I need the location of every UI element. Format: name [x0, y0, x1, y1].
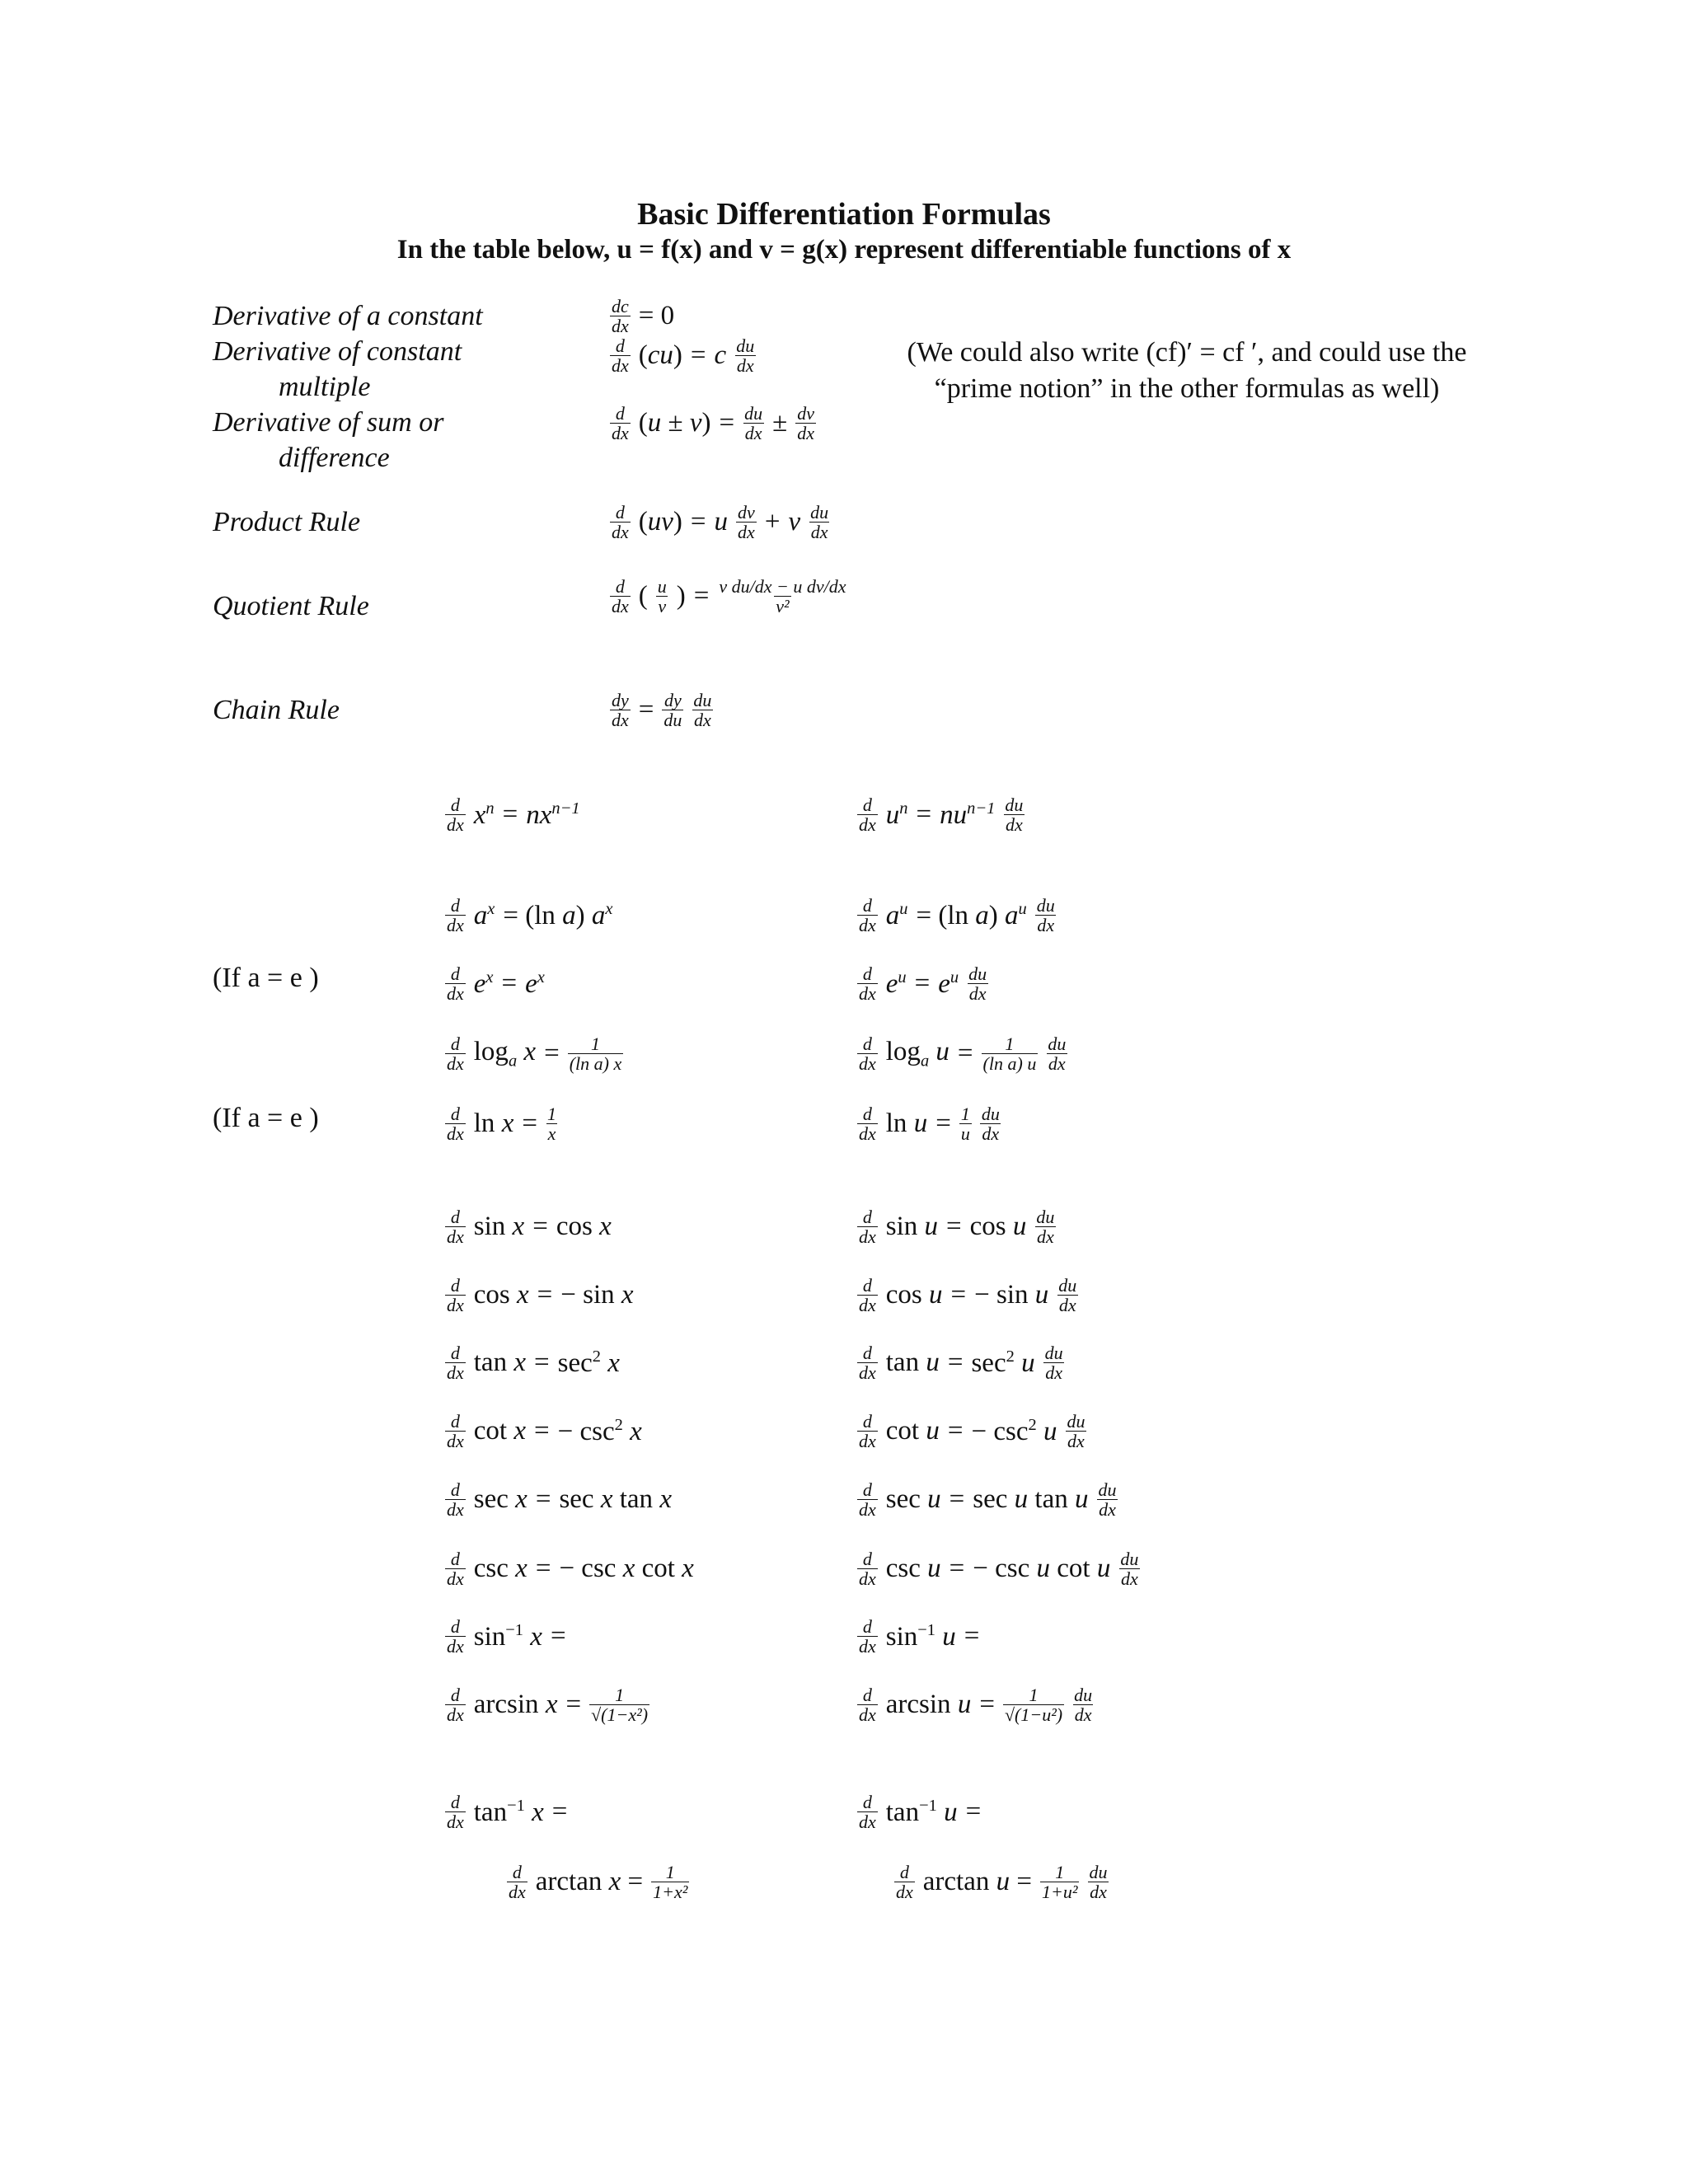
- inverse-tan-x: $\frac{d}{dx}$ $\tan^{-1} x$ =: [447, 1792, 568, 1833]
- ln-u: $\frac{d}{dx}$ ln u = $\frac{1}{u}$ $\frac{du}{dx}$: [859, 1104, 1000, 1145]
- rule-constant-multiple-formula: $\frac{d}{dx}$ (cu) = c $\frac{du}{dx}$: [612, 335, 755, 377]
- chain-rule-formula: $\frac{dy}{dx}$ = $\frac{dy}{du}$ $\frac{du}{dx}$: [612, 690, 712, 731]
- power-rule-u: $\frac{d}{dx}$ $u^n$ = $nu^{n-1}$ $\frac{du}{dx}$: [859, 794, 1024, 836]
- arcsin-u: $\frac{d}{dx}$ arcsin u = $\frac{1}{\text{√(1−u²)}}$ $\frac{du}{dx}$: [859, 1685, 1093, 1726]
- inverse-sin-x: $\frac{d}{dx}$ $\sin^{-1} x$ =: [447, 1616, 566, 1657]
- inverse-tan-u: $\frac{d}{dx}$ $\tan^{-1} u$ =: [859, 1792, 982, 1833]
- rule-sum-label-2: difference: [279, 443, 390, 473]
- sin-x: $\frac{d}{dx}$ sin x = cos x: [447, 1207, 612, 1248]
- product-rule-label: Product Rule: [213, 507, 361, 537]
- page-title: Basic Differentiation Formulas: [637, 197, 1051, 232]
- rule-sum-label: Derivative of sum or: [213, 407, 444, 438]
- power-rule-x: $\frac{d}{dx}$ $x^n$ = $nx^{n-1}$: [447, 794, 580, 836]
- csc-u: $\frac{d}{dx}$ csc u = − csc u cot u $\frac{du}{dx}$: [859, 1549, 1139, 1590]
- exp-e-x: $\frac{d}{dx}$ $e^x$ = $e^x$: [447, 963, 545, 1005]
- cos-u: $\frac{d}{dx}$ cos u = − sin u $\frac{du}{dx}$: [859, 1275, 1077, 1316]
- page-subtitle: In the table below, u = f(x) and v = g(x) represent differentiable functions of x: [396, 235, 1292, 265]
- log-a-x: $\frac{d}{dx}$ $\log_a x$ = $\frac{1}{\text{(ln a) x}}$: [447, 1033, 622, 1075]
- sec-x: $\frac{d}{dx}$ sec x = sec x tan x: [447, 1479, 672, 1521]
- rule-constant-label: Derivative of a constant: [213, 301, 483, 331]
- arctan-x: $\frac{d}{dx}$ arctan x = $\frac{1}{\text{1+x²}}$: [509, 1862, 688, 1903]
- prime-notation-note: (We could also write (cf)′ = cf ′, and could use the “prime notion” in the other formulas as well): [907, 337, 1467, 404]
- condition-a-equals-e: (If a = e ): [213, 963, 319, 993]
- tan-u: $\frac{d}{dx}$ tan u = $\sec^2 u$ $\frac{du}{dx}$: [859, 1343, 1063, 1384]
- quotient-rule-formula: $\frac{d}{dx}$ ( $\frac{u}{v}$ ) = $\frac{\text{v du/dx − u dv/dx}}{\text{v²}}$: [612, 576, 846, 617]
- exp-a-u: $\frac{d}{dx}$ $a^u$ = (ln a) $a^u$ $\frac{du}{dx}$: [859, 895, 1055, 936]
- condition-a-equals-e-2: (If a = e ): [213, 1103, 319, 1133]
- tan-x: $\frac{d}{dx}$ tan x = $\sec^2 x$: [447, 1343, 620, 1384]
- csc-x: $\frac{d}{dx}$ csc x = − csc x cot x: [447, 1549, 694, 1590]
- arctan-u: $\frac{d}{dx}$ arctan u = $\frac{1}{\text{1+u²}}$ $\frac{du}{dx}$: [896, 1862, 1108, 1903]
- rule-constant-formula: $\frac{dc}{dx}$ = 0: [612, 296, 675, 337]
- quotient-rule-label: Quotient Rule: [213, 591, 369, 621]
- rule-constant-multiple-label: Derivative of constant: [213, 336, 462, 367]
- sec-u: $\frac{d}{dx}$ sec u = sec u tan u $\frac{du}{dx}$: [859, 1479, 1117, 1521]
- ln-x: $\frac{d}{dx}$ ln x = $\frac{1}{x}$: [447, 1104, 556, 1145]
- log-a-u: $\frac{d}{dx}$ $\log_a u$ = $\frac{1}{\text{(ln a) u}}$ $\frac{du}{dx}$: [859, 1033, 1067, 1075]
- cot-u: $\frac{d}{dx}$ cot u = − $\csc^2 u$ $\frac{du}{dx}$: [859, 1411, 1085, 1452]
- inverse-sin-u: $\frac{d}{dx}$ $\sin^{-1} u$ =: [859, 1616, 980, 1657]
- chain-rule-label: Chain Rule: [213, 695, 340, 725]
- rule-sum-formula: $\frac{d}{dx}$ (u ± v) = $\frac{du}{dx}$ ± $\frac{dv}{dx}$: [612, 403, 815, 444]
- cot-x: $\frac{d}{dx}$ cot x = − $\csc^2 x$: [447, 1411, 642, 1452]
- arcsin-x: $\frac{d}{dx}$ arcsin x = $\frac{1}{\text{√(1−x²)}}$: [447, 1685, 649, 1726]
- rule-constant-multiple-label-2: multiple: [279, 372, 371, 402]
- exp-a-x: $\frac{d}{dx}$ $a^x$ = (ln a) $a^x$: [447, 895, 613, 936]
- cos-x: $\frac{d}{dx}$ cos x = − sin x: [447, 1275, 634, 1316]
- sin-u: $\frac{d}{dx}$ sin u = cos u $\frac{du}{dx}$: [859, 1207, 1055, 1248]
- exp-e-u: $\frac{d}{dx}$ $e^u$ = $e^u$ $\frac{du}{dx}$: [859, 963, 987, 1005]
- product-rule-formula: $\frac{d}{dx}$ (uv) = u $\frac{dv}{dx}$ + v $\frac{du}{dx}$: [612, 502, 829, 543]
